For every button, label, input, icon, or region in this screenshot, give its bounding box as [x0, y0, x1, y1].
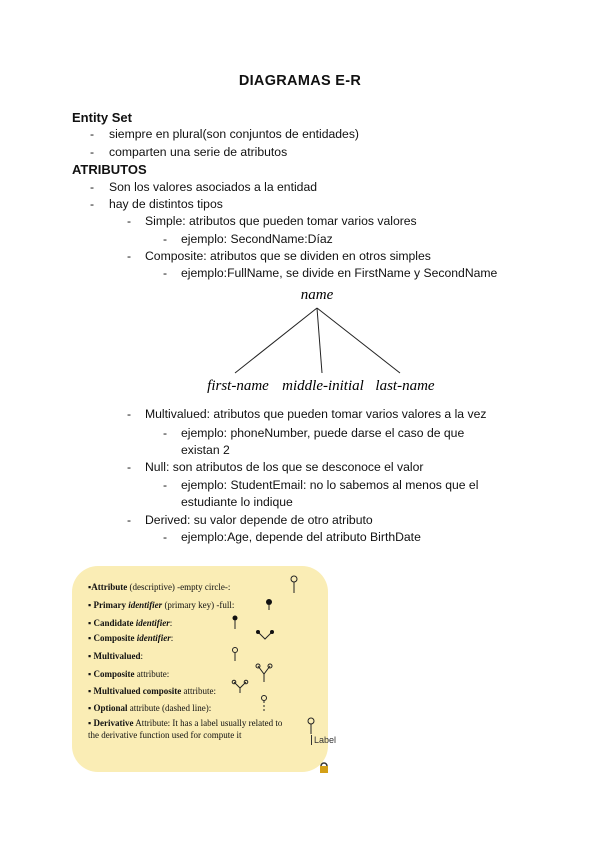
legend-multivalued-composite: ▪ Multivalued composite attribute: [88, 686, 216, 696]
derivative-attribute-icon [308, 718, 314, 734]
legend-composite-identifier: ▪ Composite identifier: [88, 633, 174, 643]
diagram-child: last-name [375, 378, 435, 394]
dash: - [163, 232, 168, 246]
legend-symbols [72, 566, 332, 776]
legend-attribute: ▪Attribute (descriptive) -empty circle-: [88, 582, 231, 592]
legend-composite-attribute: ▪ Composite attribute: [88, 669, 170, 679]
composite-identifier-icon [256, 630, 274, 639]
candidate-identifier-icon [233, 616, 238, 630]
diagram-child: middle-initial [282, 378, 364, 394]
entity-set-item: comparten una serie de atributos [109, 145, 288, 159]
derivative-label: Label [311, 735, 336, 745]
dash: - [163, 478, 168, 492]
dash: - [163, 530, 168, 544]
composite-attribute-icon [256, 664, 272, 682]
legend-derivative: ▪ Derivative Attribute: It has a label usually related to [88, 718, 283, 728]
multivalued-icon [233, 648, 238, 662]
lock-icon [320, 763, 328, 773]
legend-candidate: ▪ Candidate identifier: [88, 618, 173, 628]
legend-multivalued: ▪ Multivalued: [88, 651, 143, 661]
simple-example: ejemplo: SecondName:Díaz [181, 232, 333, 246]
atributos-item: hay de distintos tipos [109, 197, 223, 211]
atributos-heading: ATRIBUTOS [72, 162, 147, 177]
derived-example: ejemplo:Age, depende del atributo BirthDate [181, 530, 421, 544]
dash: - [163, 266, 168, 280]
null-example-cont: estudiante lo indique [181, 495, 293, 509]
dash: - [127, 407, 132, 421]
multivalued-text: Multivalued: atributos que pueden tomar varios valores a la vez [145, 407, 487, 421]
composite-text: Composite: atributos que se dividen en otros simples [145, 249, 431, 263]
atributos-item: Son los valores asociados a la entidad [109, 180, 317, 194]
multivalued-example-cont: existan 2 [181, 443, 230, 457]
simple-text: Simple: atributos que pueden tomar varios valores [145, 214, 417, 228]
entity-set-item: siempre en plural(son conjuntos de entidades) [109, 127, 359, 141]
entity-set-heading: Entity Set [72, 110, 132, 125]
page-title: DIAGRAMAS E-R [238, 73, 362, 89]
dash: - [127, 460, 132, 474]
derived-text: Derived: su valor depende de otro atributo [145, 513, 373, 527]
dash: - [127, 249, 132, 263]
multivalued-example: ejemplo: phoneNumber, puede darse el caso de que [181, 426, 465, 440]
dash: - [90, 145, 95, 159]
optional-attribute-icon [262, 696, 267, 713]
diagram-child: first-name [207, 378, 269, 394]
full-circle-icon [266, 599, 272, 610]
dash: - [127, 513, 132, 527]
null-text: Null: son atributos de los que se desconoce el valor [145, 460, 424, 474]
multivalued-composite-icon [232, 680, 248, 693]
dash: - [127, 214, 132, 228]
diagram-root: name [300, 287, 334, 303]
dash: - [163, 426, 168, 440]
composite-example: ejemplo:FullName, se divide en FirstName y SecondName [181, 266, 498, 280]
legend-derivative-cont: the derivative function used for compute it [88, 730, 242, 740]
dash: - [90, 180, 95, 194]
dash: - [90, 197, 95, 211]
legend-optional: ▪ Optional attribute (dashed line): [88, 703, 212, 713]
empty-circle-icon [291, 576, 297, 593]
null-example: ejemplo: StudentEmail: no lo sabemos al menos que el [181, 478, 479, 492]
dash: - [90, 127, 95, 141]
legend-primary: ▪ Primary identifier (primary key) -full: [88, 600, 235, 610]
composite-attribute-diagram [180, 283, 450, 398]
